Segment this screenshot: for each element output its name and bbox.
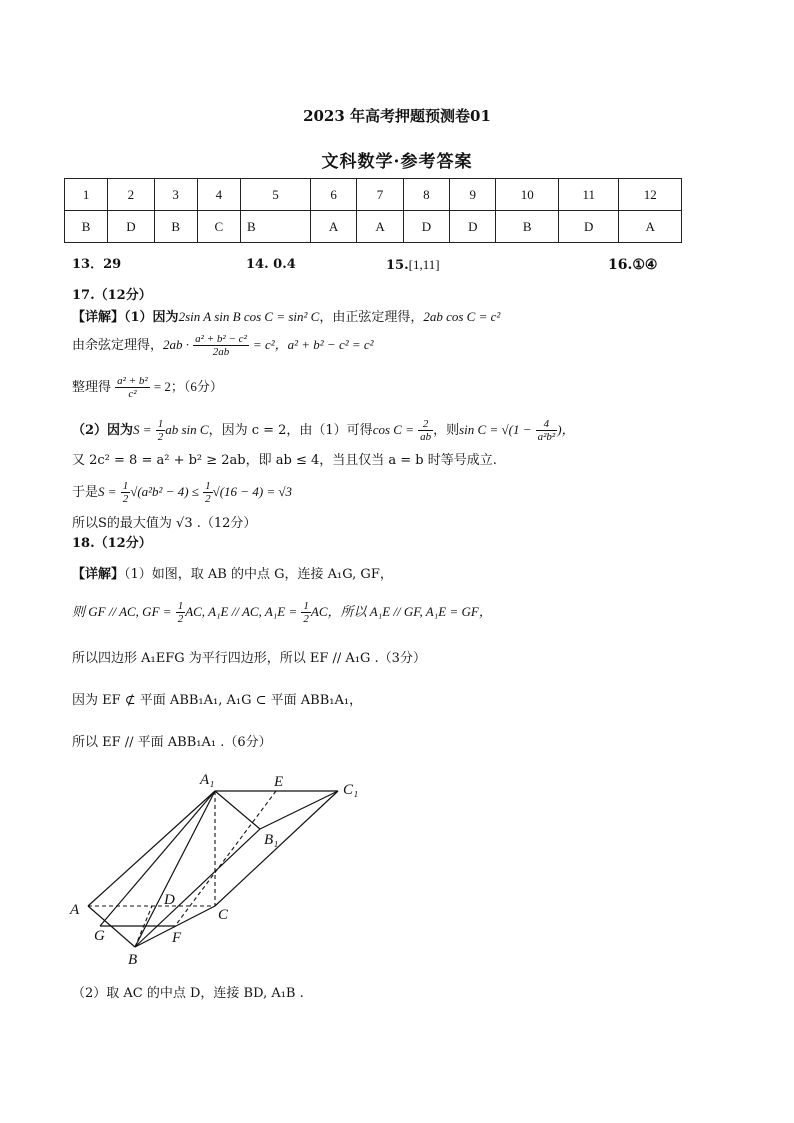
blank-answer-16: 16.①④ [608,257,658,273]
fraction-numerator: a² + b² − c² [195,333,247,345]
answer-cell: B [65,211,108,243]
question-number: 8 [403,179,449,211]
q18-p2-prefix: 则 GF // AC, GF = [72,604,172,619]
detail-tag: 【详解】 [72,310,125,325]
fraction [418,418,433,443]
fraction-numerator: 1 [177,600,184,612]
q17-line2 [72,331,374,360]
q17-heading: 17.（12分） [72,288,152,303]
fraction-numerator: 4 [536,418,558,431]
fraction-denominator: 2ab [212,346,230,358]
fraction-numerator: 2 [418,418,433,431]
label-f: F [172,930,182,946]
label-b: B [128,952,138,968]
q17-p1-prefix: （1）因为 [124,310,179,325]
question-number: 11 [559,179,619,211]
q17-p2-tail: = c²，a² + b² − c² = c² [252,337,374,352]
q17-p4-tail: )， [557,422,575,437]
answer-cell: D [450,211,496,243]
answer-cell: A [310,211,356,243]
q18-p1: （1）如图，取 AB 的中点 G，连接 A₁G, GF， [124,567,393,582]
q17-p4-math1b: ab sin C [165,422,209,437]
q17-p3-prefix: 整理得 [72,380,112,395]
q17-line5: 又 2c² = 8 = a² + b² ≥ 2ab，即 ab ≤ 4，当且仅当 a = b 时等号成立. [72,453,497,468]
question-number: 3 [154,179,197,211]
q17-p4-math2: cos C = [372,422,414,437]
q17-p4-mid: ，因为 c = 2，由（1）可得 [208,423,373,438]
answer-cell: C [197,211,240,243]
q17-p4-math3: sin C = √(1 − [459,422,532,437]
question-number: 1 [65,179,108,211]
q17-p6-tail: √(16 − 4) = √3 [212,484,293,499]
blank-answer-13: 13．29 [72,257,122,272]
fraction-denominator: ab [420,431,432,443]
q17-line7: 所以S的最大值为 √3 .（12分） [72,516,257,531]
question-number: 10 [496,179,559,211]
fraction-denominator: a²b² [537,431,556,443]
q18-line3: 所以四边形 A₁EFG 为平行四边形，所以 EF // A₁G .（3分） [72,651,426,666]
fraction-numerator: 1 [122,480,129,492]
fraction [193,333,249,358]
label-e: E [274,774,284,790]
answer-table-answer-row [65,211,682,243]
fraction [156,418,166,443]
q18-line6: （2）取 AC 的中点 D，连接 BD, A₁B . [72,986,304,1001]
q17-line6 [72,478,292,507]
fraction-denominator: c² [128,388,137,400]
q17-p2-lead: 2ab · [163,337,190,352]
q17-p1-math: 2sin A sin B cos C = sin² C [178,309,320,324]
fraction-numerator: 1 [303,600,309,612]
q17-p6-math: S = [98,484,117,499]
q17-p2-prefix: 由余弦定理得， [72,338,164,353]
fraction [536,418,558,443]
label-d: D [164,892,175,908]
question-number: 5 [240,179,310,211]
question-number: 12 [619,179,682,211]
fraction [121,480,131,505]
question-number: 4 [197,179,240,211]
q18-line1 [72,566,393,584]
answer-cell: B [496,211,559,243]
fraction [115,375,150,400]
fraction-numerator: 1 [205,480,211,492]
blank-label: 15. [386,258,409,273]
fraction-numerator: a² + b² [117,375,148,387]
label-a1: A₁ [200,772,215,788]
q18-p2-mid: AC, A₁E // AC, A₁E = [185,604,298,619]
q17-p1-result: 2ab cos C = c² [423,309,501,324]
fraction [176,600,186,625]
answer-cell: D [108,211,154,243]
q17-p4-math1: S = [133,422,152,437]
answer-table-number-row [65,179,682,211]
page-subtitle: 文科数学·参考答案 [321,152,473,172]
question-number: 6 [310,179,356,211]
fraction [301,600,311,625]
answer-table [64,178,682,243]
blank-answer-15 [386,256,440,275]
fraction-denominator: 2 [205,493,211,505]
answer-cell: A [619,211,682,243]
q18-line5: 所以 EF // 平面 ABB₁A₁ .（6分） [72,735,272,750]
label-g: G [94,928,105,944]
q18-line2 [72,598,492,627]
label-c: C [218,907,229,923]
fraction [203,480,213,505]
segment-a1-b [135,791,215,947]
q17-p6-mid: √(a²b² − 4) ≤ [130,484,199,499]
answer-cell: A [357,211,403,243]
blank-answer-14: 14. 0.4 [246,257,296,272]
q17-p3-tail: = 2；（6分） [153,379,223,394]
segment-e-f-hidden [175,791,279,926]
fraction-denominator: 2 [122,493,129,505]
fraction-denominator: 2 [177,613,184,625]
q17-line1 [72,308,500,327]
prism-figure [60,762,380,972]
question-number: 2 [108,179,154,211]
label-a: A [70,902,80,918]
q17-p1-mid: ，由正弦定理得， [319,310,424,325]
answer-cell: D [403,211,449,243]
label-c1: C₁ [343,782,359,798]
fraction-denominator: 2 [157,431,164,443]
question-number: 9 [450,179,496,211]
fraction-denominator: 2 [303,613,309,625]
q17-line4 [72,416,575,445]
q17-p6-prefix: 于是 [72,485,99,500]
answer-cell: B [154,211,197,243]
answer-cell: B [240,211,310,243]
blank-value: [1,11] [408,257,440,272]
page-title: 2023 年高考押题预测卷01 [303,107,491,125]
q18-line4: 因为 EF ⊄ 平面 ABB₁A₁, A₁G ⊂ 平面 ABB₁A₁， [72,693,363,708]
fraction-numerator: 1 [157,418,164,430]
answer-cell: D [559,211,619,243]
detail-tag: 【详解】 [72,567,125,582]
q17-line3 [72,373,223,402]
q17-p4-prefix: （2）因为 [72,423,134,438]
q18-heading: 18.（12分） [72,536,152,551]
q17-p4-mid2: ，则 [433,423,460,438]
q18-p2-tail: AC，所以 A₁E // GF, A₁E = GF， [310,604,492,619]
label-b1: B₁ [264,832,279,848]
edge-a1-b1 [215,791,260,829]
question-number: 7 [357,179,403,211]
